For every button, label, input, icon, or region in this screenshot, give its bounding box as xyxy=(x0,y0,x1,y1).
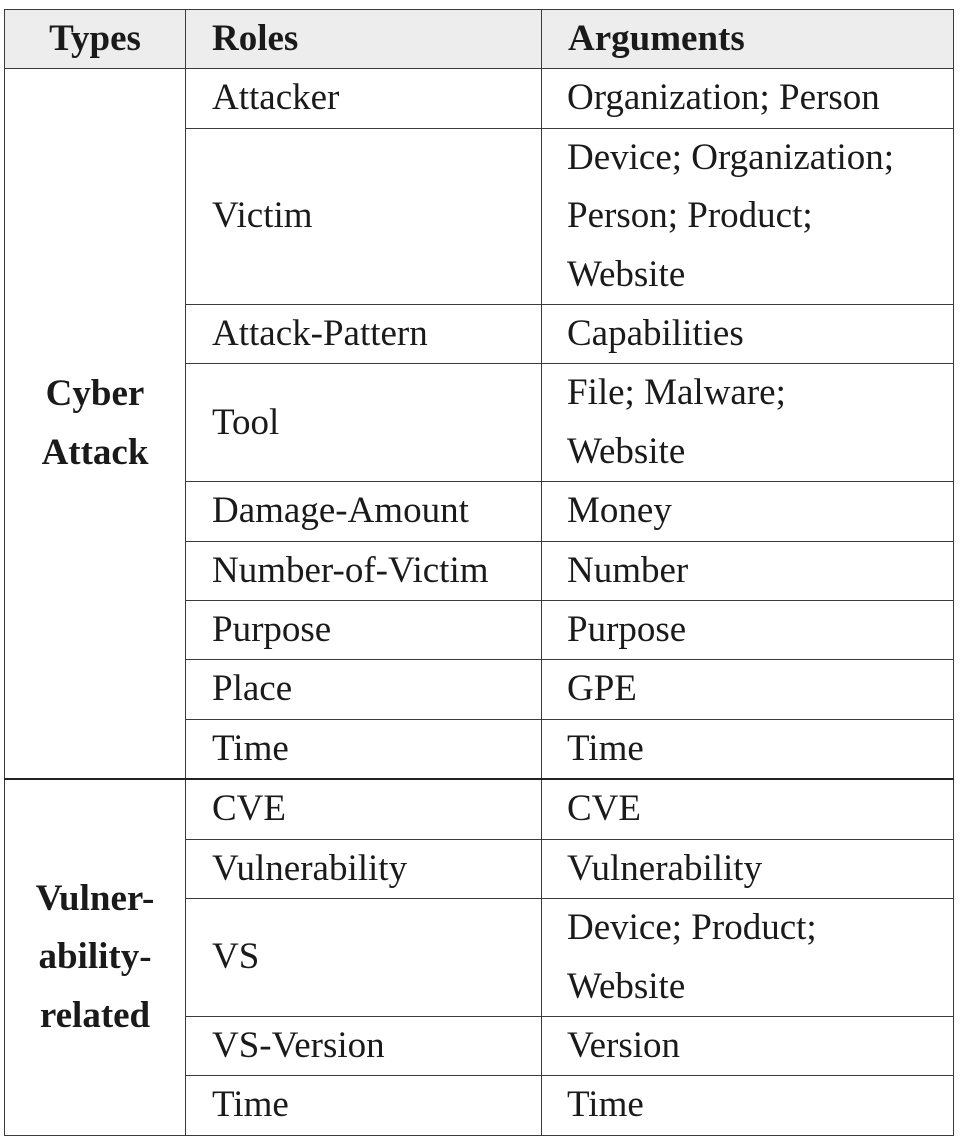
arguments-cell xyxy=(542,899,954,1017)
role-cell: Tool xyxy=(186,364,542,482)
role-cell: VS-Version xyxy=(186,1016,542,1075)
argument-line: GPE xyxy=(567,668,637,710)
role-cell: CVE xyxy=(186,779,542,839)
role-cell: Place xyxy=(186,660,542,719)
table-row xyxy=(5,779,954,839)
argument-line: Website xyxy=(567,430,686,472)
argument-line: Purpose xyxy=(567,609,687,651)
role-cell: Attacker xyxy=(186,69,542,128)
type-label-line: ability- xyxy=(38,936,152,978)
role-cell: Number-of-Victim xyxy=(186,541,542,600)
header-types: Types xyxy=(5,10,186,69)
role-cell: Time xyxy=(186,719,542,779)
argument-line: CVE xyxy=(567,788,641,830)
table-body xyxy=(5,69,954,1135)
argument-line: Vulnerability xyxy=(567,847,763,889)
event-schema-table xyxy=(4,9,954,1136)
role-cell: VS xyxy=(186,899,542,1017)
argument-line: Device; Product; xyxy=(567,907,817,949)
type-label-line: related xyxy=(39,994,151,1036)
argument-line: Time xyxy=(567,727,644,769)
role-cell: Attack-Pattern xyxy=(186,305,542,364)
argument-line: Capabilities xyxy=(567,313,744,355)
type-label-line: Vulner- xyxy=(35,877,155,919)
argument-line: Time xyxy=(567,1084,644,1126)
type-label-line: Cyber xyxy=(45,373,145,415)
arguments-cell xyxy=(542,541,954,600)
argument-line: Website xyxy=(567,965,686,1007)
arguments-cell xyxy=(542,660,954,719)
arguments-cell xyxy=(542,1016,954,1075)
arguments-cell xyxy=(542,364,954,482)
argument-line: Website xyxy=(567,253,686,295)
arguments-cell xyxy=(542,601,954,660)
header-arguments: Arguments xyxy=(542,10,954,69)
type-cell xyxy=(5,779,186,1135)
argument-line: Number xyxy=(567,549,689,591)
role-cell: Time xyxy=(186,1076,542,1135)
arguments-cell xyxy=(542,482,954,541)
role-cell: Purpose xyxy=(186,601,542,660)
argument-line: Device; Organization; xyxy=(567,136,895,178)
role-cell: Damage-Amount xyxy=(186,482,542,541)
role-cell: Vulnerability xyxy=(186,839,542,898)
type-label-line: Attack xyxy=(41,431,149,473)
argument-line: File; Malware; xyxy=(567,372,786,414)
arguments-cell xyxy=(542,69,954,128)
header-row xyxy=(5,10,954,69)
arguments-cell xyxy=(542,719,954,779)
argument-line: Organization; Person xyxy=(567,77,880,119)
arguments-cell xyxy=(542,305,954,364)
arguments-cell xyxy=(542,1076,954,1135)
arguments-cell xyxy=(542,779,954,839)
type-cell xyxy=(5,69,186,779)
arguments-cell xyxy=(542,128,954,304)
argument-line: Version xyxy=(567,1024,681,1066)
table-row xyxy=(5,69,954,128)
header-roles: Roles xyxy=(186,10,542,69)
argument-line: Person; Product; xyxy=(567,195,813,237)
role-cell: Victim xyxy=(186,128,542,304)
arguments-cell xyxy=(542,839,954,898)
argument-line: Money xyxy=(567,490,672,532)
